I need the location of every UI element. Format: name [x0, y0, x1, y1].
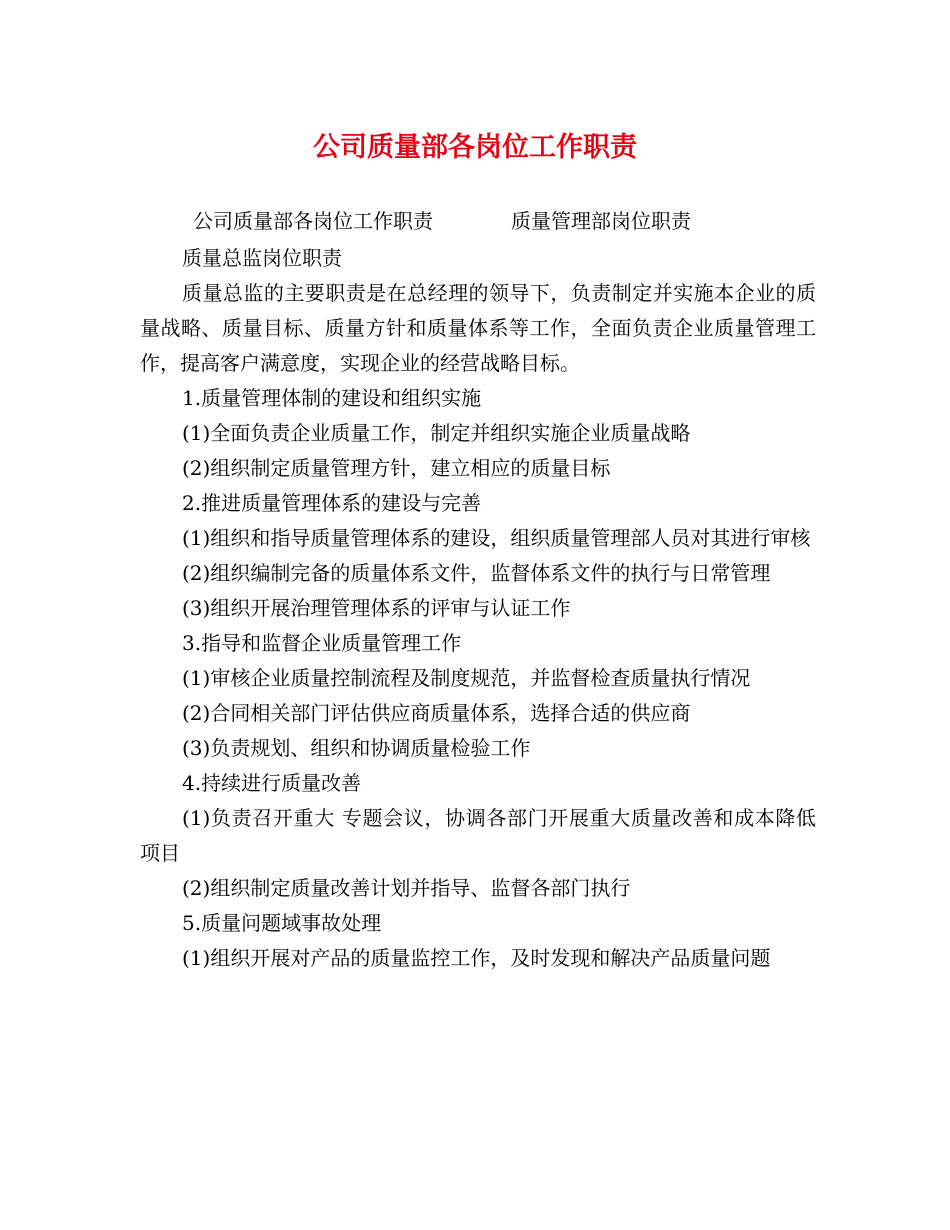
subheading-right: 质量管理部岗位职责: [511, 209, 691, 233]
paragraph: (1)负责召开重大 专题会议，协调各部门开展重大质量改善和成本降低项目: [140, 806, 816, 865]
document-body: [140, 241, 816, 976]
paragraph: 4.持续进行质量改善: [182, 771, 362, 795]
paragraph: 3.指导和监督企业质量管理工作: [182, 631, 462, 655]
paragraph: (2)组织制定质量管理方针，建立相应的质量目标: [182, 456, 611, 480]
subheading-line: [193, 206, 691, 236]
paragraph: 5.质量问题域事故处理: [182, 911, 382, 935]
paragraph: (1)审核企业质量控制流程及制度规范，并监督检查质量执行情况: [182, 666, 751, 690]
paragraph: 2.推进质量管理体系的建设与完善: [182, 491, 482, 515]
paragraph: (3)组织开展治理管理体系的评审与认证工作: [182, 596, 571, 620]
document-title: 公司质量部各岗位工作职责: [313, 132, 637, 163]
paragraph: 质量总监的主要职责是在总经理的领导下，负责制定并实施本企业的质量战略、质量目标、质量方针和质量体系等工作，全面负责企业质量管理工作，提高客户满意度，实现企业的经营战略目标。: [140, 281, 816, 375]
paragraph: 质量总监岗位职责: [182, 246, 342, 270]
paragraph: (2)组织编制完备的质量体系文件，监督体系文件的执行与日常管理: [182, 561, 771, 585]
paragraph: (1)组织开展对产品的质量监控工作，及时发现和解决产品质量问题: [182, 946, 771, 970]
paragraph: (3)负责规划、组织和协调质量检验工作: [182, 736, 531, 760]
paragraph: (2)合同相关部门评估供应商质量体系，选择合适的供应商: [182, 701, 691, 725]
paragraph: (1)组织和指导质量管理体系的建设，组织质量管理部人员对其进行审核: [182, 526, 811, 550]
paragraph: (2)组织制定质量改善计划并指导、监督各部门执行: [182, 876, 631, 900]
subheading-left: 公司质量部各岗位工作职责: [193, 209, 433, 233]
paragraph: (1)全面负责企业质量工作，制定并组织实施企业质量战略: [182, 421, 691, 445]
paragraph: 1.质量管理体制的建设和组织实施: [182, 386, 482, 410]
